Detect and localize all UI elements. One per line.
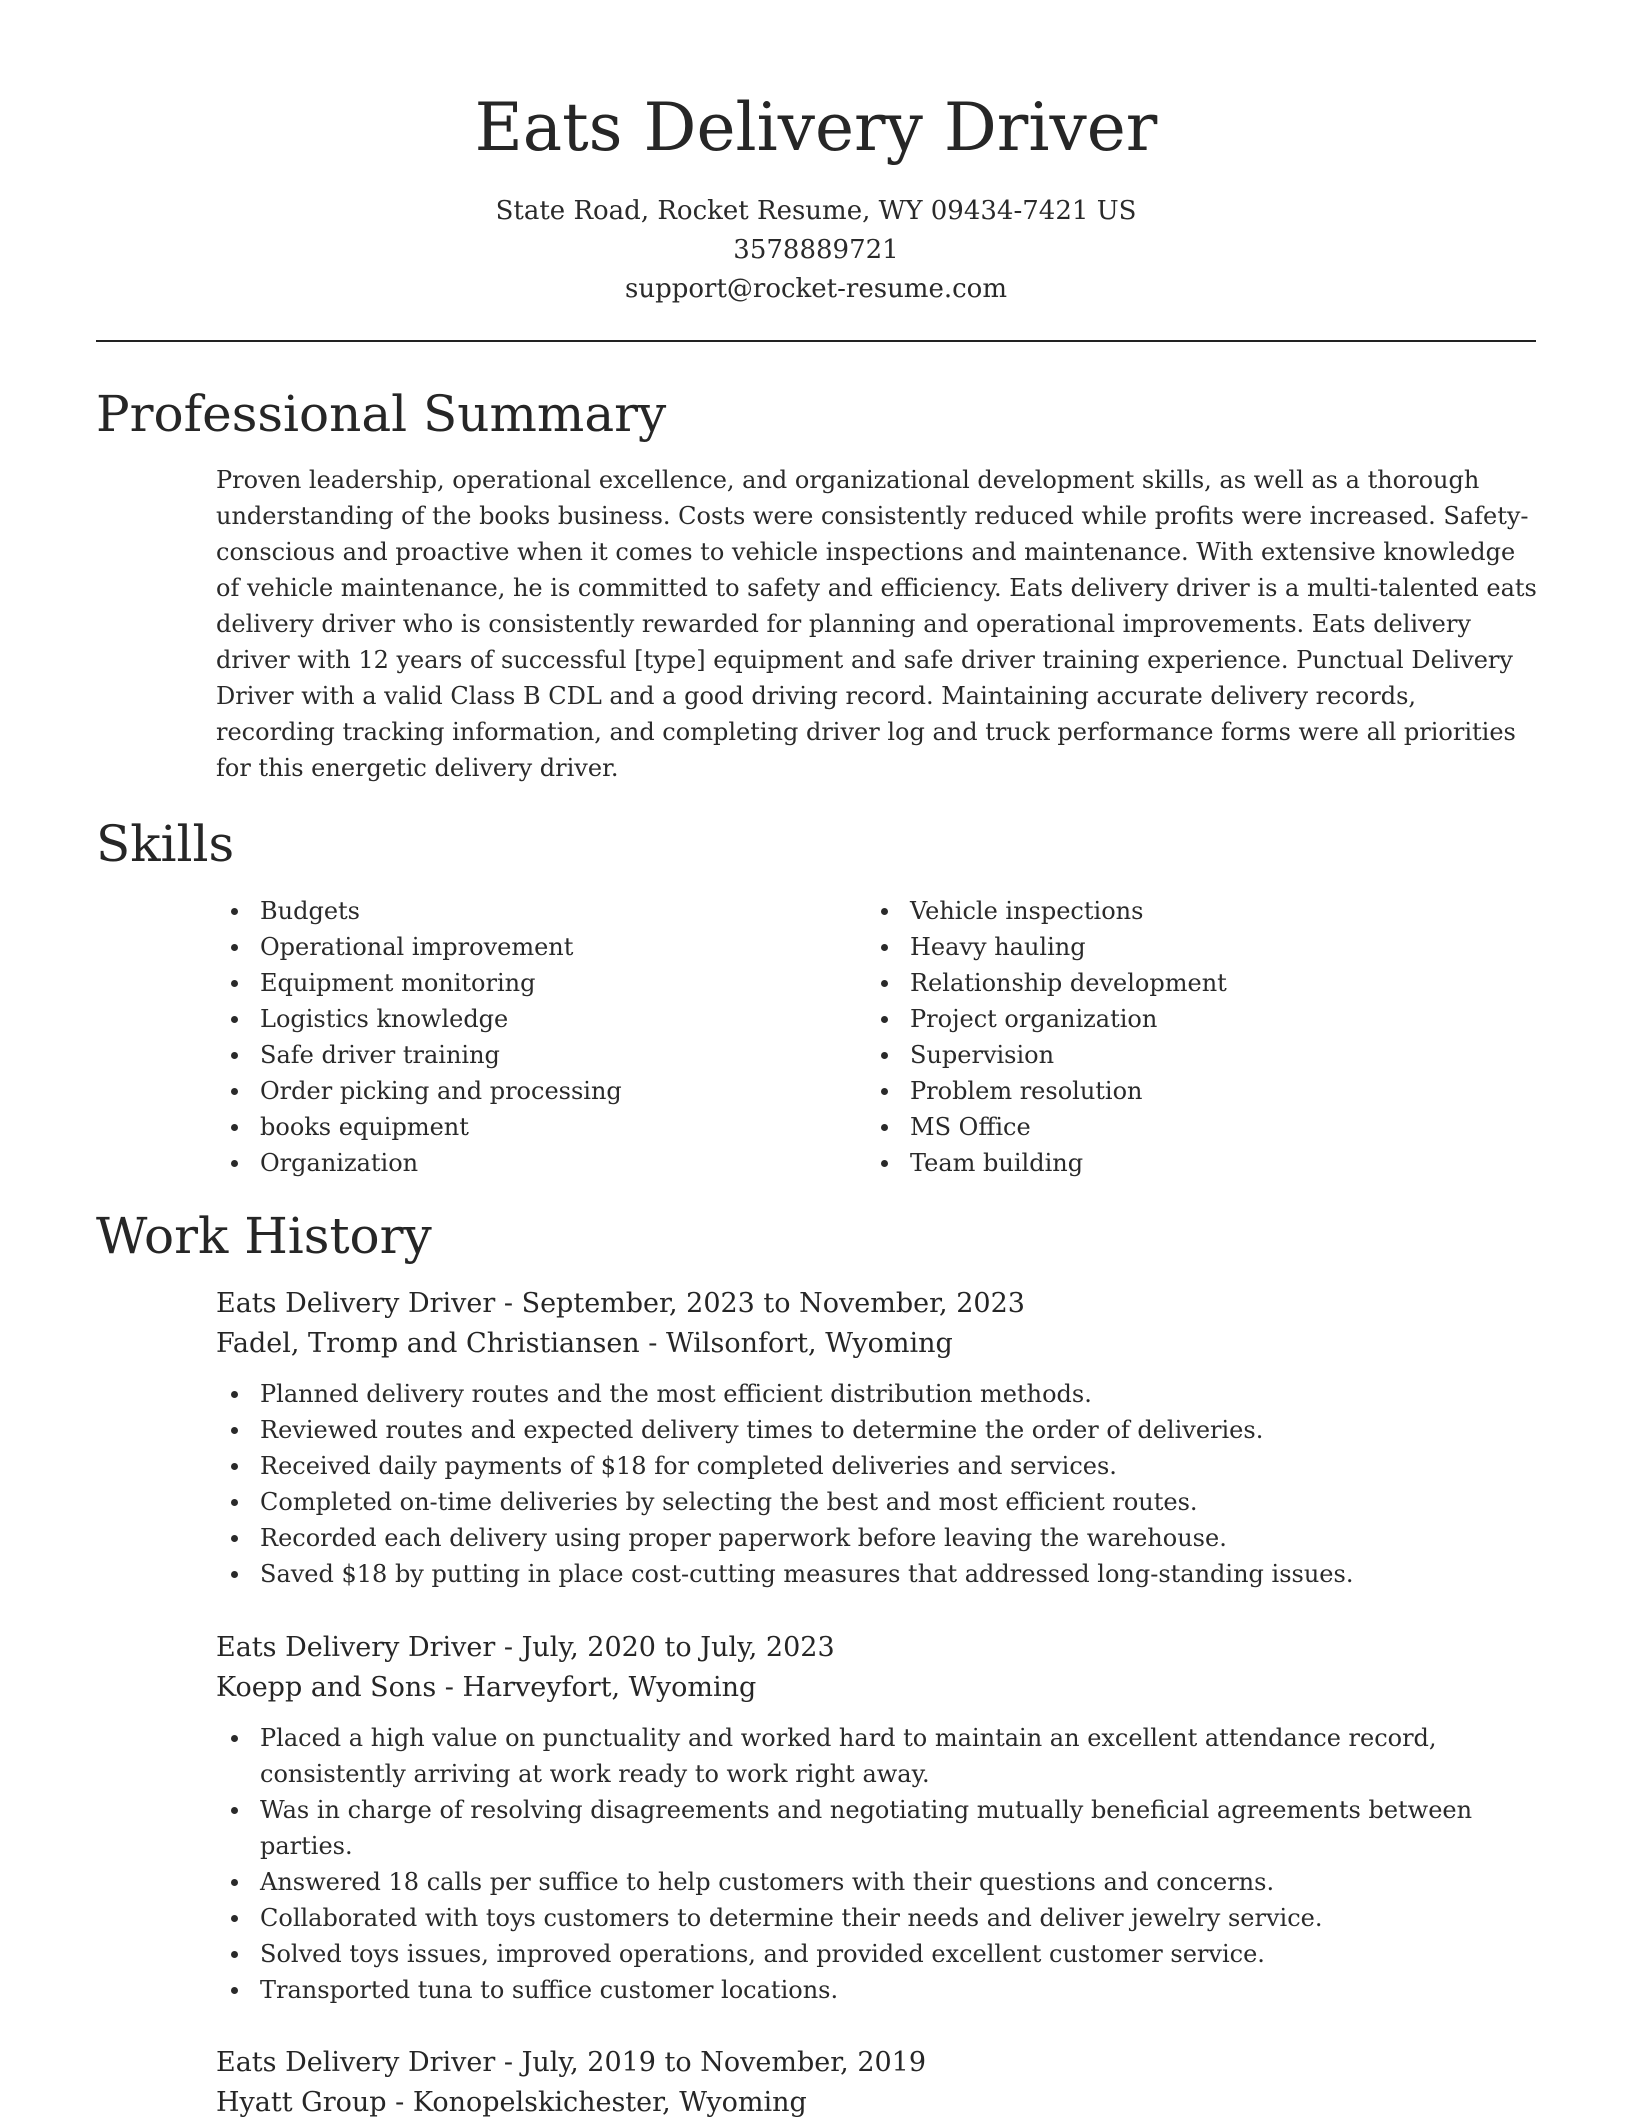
job-bullet: Transported tuna to suffice customer locations. bbox=[216, 1972, 1538, 2008]
skill-item: Vehicle inspections bbox=[866, 893, 1466, 929]
skill-item: Relationship development bbox=[866, 965, 1466, 1001]
contact-address: State Road, Rocket Resume, WY 09434-7421 US bbox=[495, 196, 1137, 226]
job-bullet: Completed on-time deliveries by selecting the best and most efficient routes. bbox=[216, 1484, 1538, 1520]
job-bullet: Planned delivery routes and the most efficient distribution methods. bbox=[216, 1376, 1538, 1412]
job-bullets bbox=[216, 1376, 1538, 1592]
job-company-line: Koepp and Sons - Harveyfort, Wyoming bbox=[216, 1672, 757, 1703]
job-entry bbox=[216, 1628, 1538, 2008]
skill-item: Project organization bbox=[866, 1001, 1466, 1037]
summary-text: Proven leadership, operational excellence, and organizational development skills, as well as a thorough understanding of the books business. Costs were consistently reduced while profits were increased. Safety-conscious and proactive when it comes to vehicle inspections and maintenance. With extensive knowledge of vehicle maintenance, he is committed to safety and efficiency. Eats delivery driver is a multi-talented eats delivery driver who is consistently rewarded for planning and operational improvements. Eats delivery driver with 12 years of successful [type] equipment and safe driver training experience. Punctual Delivery Driver with a valid Class B CDL and a good driving record. Maintaining accurate delivery records, recording tracking information, and completing driver log and truck performance forms were all priorities for this energetic delivery driver. bbox=[216, 466, 1537, 782]
resume-name: Eats Delivery Driver bbox=[474, 89, 1158, 166]
job-entry bbox=[216, 1284, 1538, 1592]
skill-item: Logistics knowledge bbox=[216, 1001, 816, 1037]
skill-item: Operational improvement bbox=[216, 929, 816, 965]
section-title-summary: Professional Summary bbox=[96, 385, 667, 443]
job-bullet: Saved $18 by putting in place cost-cutting measures that addressed long-standing issues. bbox=[216, 1556, 1538, 1592]
job-bullet: Placed a high value on punctuality and worked hard to maintain an excellent attendance record, consistently arriving at work ready to work right away. bbox=[216, 1720, 1538, 1792]
job-title-line: Eats Delivery Driver - July, 2019 to November, 2019 bbox=[216, 2047, 927, 2078]
skills-list-right bbox=[866, 893, 1466, 1181]
job-entry bbox=[216, 2043, 1538, 2123]
skill-item: Supervision bbox=[866, 1037, 1466, 1073]
skill-item: Safe driver training bbox=[216, 1037, 816, 1073]
job-bullet: Was in charge of resolving disagreements and negotiating mutually beneficial agreements between parties. bbox=[216, 1792, 1538, 1864]
job-title-line: Eats Delivery Driver - July, 2020 to July, 2023 bbox=[216, 1632, 835, 1663]
job-bullets bbox=[216, 1720, 1538, 2008]
contact-block bbox=[0, 192, 1632, 309]
contact-email: support@rocket-resume.com bbox=[624, 274, 1007, 304]
section-title-work-history: Work History bbox=[96, 1207, 432, 1265]
job-company-line: Hyatt Group - Konopelskichester, Wyoming bbox=[216, 2087, 807, 2118]
job-bullet: Answered 18 calls per suffice to help customers with their questions and concerns. bbox=[216, 1864, 1538, 1900]
contact-phone: 3578889721 bbox=[733, 235, 899, 265]
job-company-line: Fadel, Tromp and Christiansen - Wilsonfort, Wyoming bbox=[216, 1328, 953, 1359]
skill-item: Problem resolution bbox=[866, 1073, 1466, 1109]
skill-item: Team building bbox=[866, 1145, 1466, 1181]
skill-item: Budgets bbox=[216, 893, 816, 929]
skill-item: Organization bbox=[216, 1145, 816, 1181]
job-bullet: Reviewed routes and expected delivery times to determine the order of deliveries. bbox=[216, 1412, 1538, 1448]
job-bullet: Solved toys issues, improved operations, and provided excellent customer service. bbox=[216, 1936, 1538, 1972]
header-divider bbox=[96, 340, 1536, 342]
skill-item: books equipment bbox=[216, 1109, 816, 1145]
section-title-skills: Skills bbox=[96, 815, 235, 873]
job-title-line: Eats Delivery Driver - September, 2023 to November, 2023 bbox=[216, 1288, 1025, 1319]
skill-item: Heavy hauling bbox=[866, 929, 1466, 965]
skill-item: MS Office bbox=[866, 1109, 1466, 1145]
skills-list-left bbox=[216, 893, 816, 1181]
skill-item: Order picking and processing bbox=[216, 1073, 816, 1109]
job-bullet: Received daily payments of $18 for completed deliveries and services. bbox=[216, 1448, 1538, 1484]
skill-item: Equipment monitoring bbox=[216, 965, 816, 1001]
job-bullet: Recorded each delivery using proper paperwork before leaving the warehouse. bbox=[216, 1520, 1538, 1556]
job-bullet: Collaborated with toys customers to determine their needs and deliver jewelry service. bbox=[216, 1900, 1538, 1936]
